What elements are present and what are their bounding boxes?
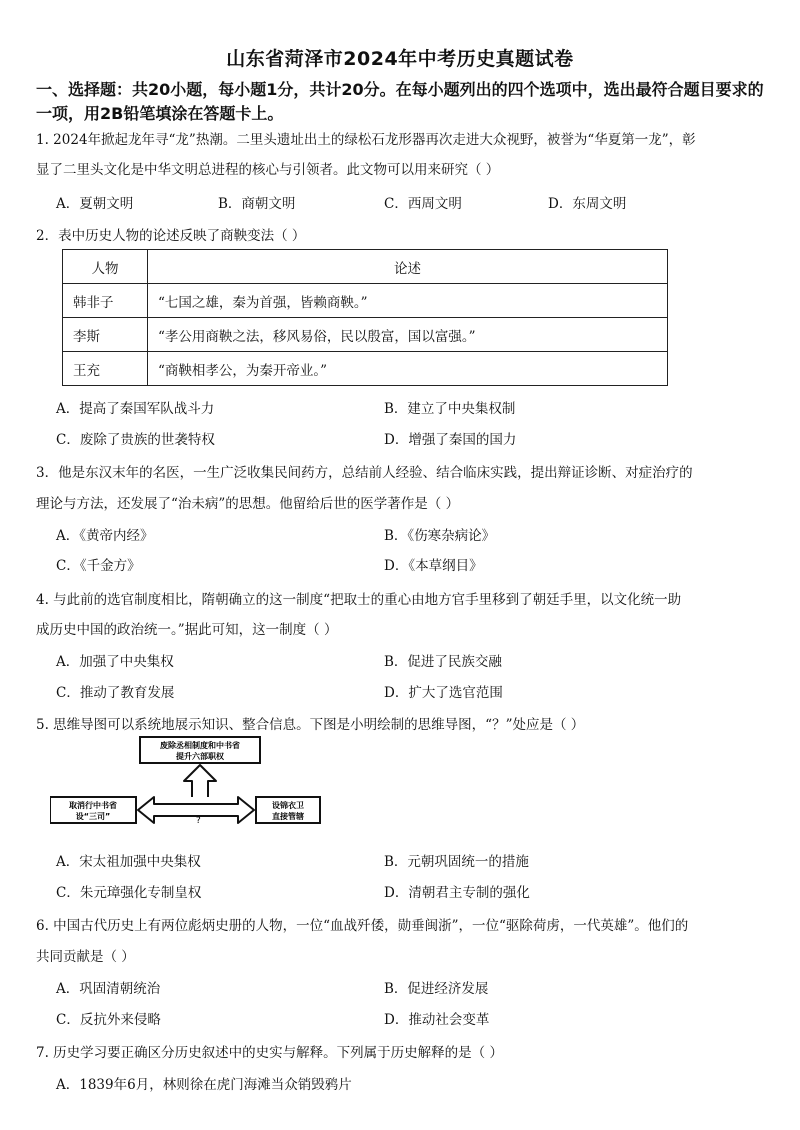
table-header-person: 人物 — [63, 250, 148, 284]
q4-stem-line-2: 成历史中国的政治统一。”据此可知，这一制度（ ） — [36, 622, 338, 638]
q5-stem-line-1: 5. 思维导图可以系统地展示知识、整合信息。下图是小明绘制的思维导图，“？”处应是（ ） — [36, 717, 585, 733]
section-heading: 一、选择题：共20小题，每小题1分，共计20分。在每小题列出的四个选项中，选出最符合题目要求的一项，用2B铅笔填涂在答题卡上。 — [36, 80, 764, 123]
mindmap-question-mark: ? — [196, 816, 201, 826]
q3-option-a: A．《黄帝内经》 — [56, 528, 154, 544]
q1-stem-line-2: 显了二里头文化是中华文明总进程的核心与引领者。此文物可以用来研究（ ） — [36, 162, 500, 178]
table-header-statement: 论述 — [148, 250, 668, 284]
q2-option-a: A．提高了秦国军队战斗力 — [56, 401, 215, 417]
q1-stem-line-1: 1. 2024年掀起龙年寻“龙”热潮。二里头遗址出土的绿松石龙形器再次走进大众视野，被誉为“华夏第一龙”，彰 — [36, 132, 696, 148]
q4-option-a: A．加强了中央集权 — [56, 654, 174, 670]
q4-option-c: C．推动了教育发展 — [56, 685, 175, 701]
q2-option-d: D．增强了秦国的国力 — [384, 432, 517, 448]
table-cell-statement: “商鞅相孝公，为秦开帝业。” — [148, 352, 668, 386]
q6-option-b: B．促进经济发展 — [384, 981, 489, 997]
mindmap-top-text-2: 提升六部职权 — [176, 752, 224, 761]
q5-option-c: C．朱元璋强化专制皇权 — [56, 885, 202, 901]
q5-option-b: B．元朝巩固统一的措施 — [384, 854, 529, 870]
q1-option-d: D．东周文明 — [548, 196, 627, 212]
q6-stem-line-2: 共同贡献是（ ） — [36, 949, 135, 965]
q2-table — [62, 249, 668, 386]
q6-option-c: C．反抗外来侵略 — [56, 1012, 161, 1028]
q5-option-a: A．宋太祖加强中央集权 — [56, 854, 201, 870]
q6-stem-line-1: 6. 中国古代历史上有两位彪炳史册的人物，一位“血战歼倭，勋垂闽浙”，一位“驱除荷虏，一代英雄”。他们的 — [36, 918, 689, 934]
table-cell-statement: “孝公用商鞅之法，移风易俗，民以殷富，国以富强。” — [148, 318, 668, 352]
q4-option-b: B．促进了民族交融 — [384, 654, 502, 670]
table-cell-person: 王充 — [63, 352, 148, 386]
q2-option-c: C．废除了贵族的世袭特权 — [56, 432, 215, 448]
table-header-row — [63, 250, 668, 284]
q7-stem-line-1: 7. 历史学习要正确区分历史叙述中的史实与解释。下列属于历史解释的是（ ） — [36, 1045, 503, 1061]
q1-option-b: B．商朝文明 — [218, 196, 296, 212]
mindmap-left-text-1: 取消行中书省 — [69, 801, 117, 810]
q2-option-b: B．建立了中央集权制 — [384, 401, 516, 417]
q2-stem-line-1: 2．表中历史人物的论述反映了商鞅变法（ ） — [36, 228, 306, 244]
q4-stem-line-1: 4. 与此前的选官制度相比，隋朝确立的这一制度“把取士的重心由地方官手里移到了朝廷手里，以文化统一助 — [36, 592, 682, 608]
q5-mindmap — [50, 735, 350, 835]
q3-stem-line-2: 理论与方法，还发展了“治未病”的思想。他留给后世的医学著作是（ ） — [36, 496, 460, 512]
table-row — [63, 318, 668, 352]
page-title: 山东省菏泽市2024年中考历史真题试卷 — [226, 48, 574, 70]
mindmap-left-text-2: 设“三司” — [75, 812, 111, 821]
q3-option-b: B．《伤寒杂病论》 — [384, 528, 496, 544]
mindmap-up-arrow-icon — [184, 765, 216, 797]
table-cell-person: 韩非子 — [63, 284, 148, 318]
q3-option-c: C．《千金方》 — [56, 558, 141, 574]
table-row — [63, 352, 668, 386]
table-cell-statement: “七国之雄，秦为首强，皆赖商鞅。” — [148, 284, 668, 318]
q3-option-d: D．《本草纲目》 — [384, 558, 483, 574]
q1-option-c: C．西周文明 — [384, 196, 462, 212]
q6-option-d: D．推动社会变革 — [384, 1012, 490, 1028]
q4-option-d: D．扩大了选官范围 — [384, 685, 503, 701]
table-row — [63, 284, 668, 318]
q7-option-a: A．1839年6月，林则徐在虎门海滩当众销毁鸦片 — [56, 1077, 352, 1093]
q3-stem-line-1: 3．他是东汉末年的名医，一生广泛收集民间药方，总结前人经验、结合临床实践，提出辩证诊断、对症治疗的 — [36, 465, 693, 481]
mindmap-right-text-1: 设锦衣卫 — [272, 801, 304, 810]
mindmap-right-text-2: 直接管辖 — [272, 812, 304, 821]
table-cell-person: 李斯 — [63, 318, 148, 352]
q1-option-a: A．夏朝文明 — [56, 196, 134, 212]
q5-option-d: D．清朝君主专制的强化 — [384, 885, 530, 901]
mindmap-top-text-1: 废除丞相制度和中书省 — [160, 741, 240, 750]
q6-option-a: A．巩固清朝统治 — [56, 981, 161, 997]
